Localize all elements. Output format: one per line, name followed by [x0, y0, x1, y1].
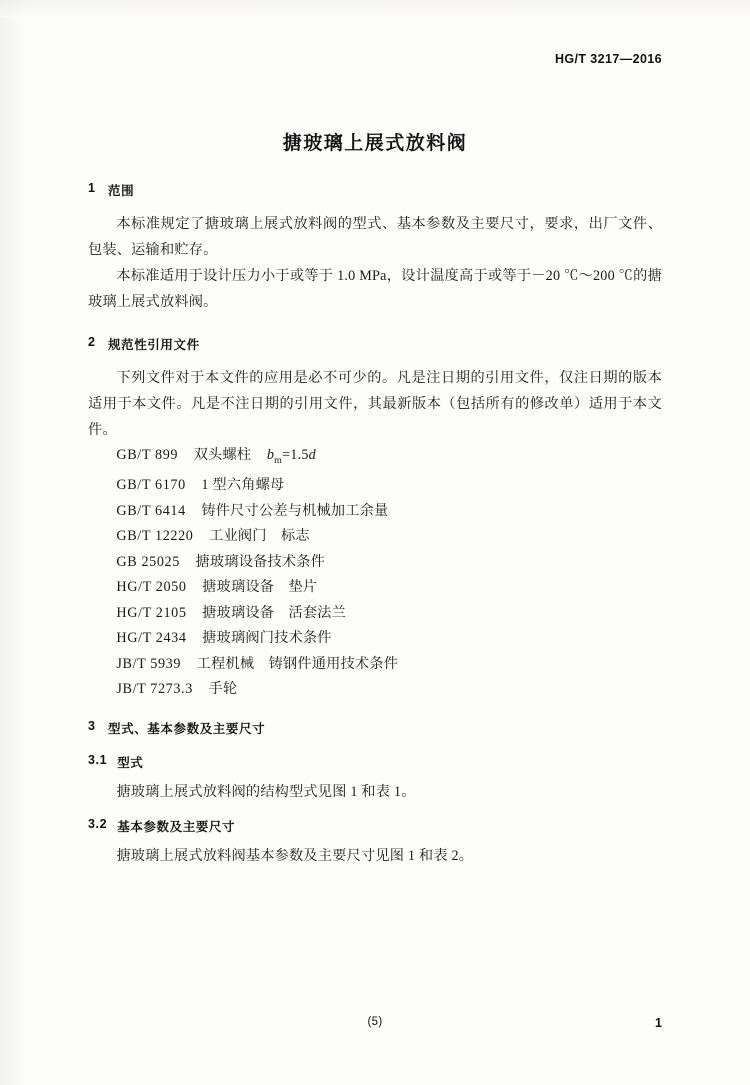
reference-item	[88, 677, 662, 703]
reference-name: 搪玻璃设备 垫片	[202, 579, 318, 596]
clause-heading-3	[88, 719, 662, 737]
clause-label-3-2: 基本参数及主要尺寸	[117, 819, 236, 834]
clause-heading-1	[88, 181, 662, 199]
standard-code: HG/T 3217—2016	[554, 52, 662, 66]
clause-number-1: 1	[88, 181, 96, 195]
footer-section-label: (5)	[367, 1016, 383, 1028]
clause-2-paragraph-1: 下列文件对于本文件的应用是必不可少的。凡是注日期的引用文件，仅注日期的版本适用于本文件。凡是不注日期的引用文件，其最新版本（包括所有的修改单）适用于本文件。	[88, 370, 662, 438]
reference-formula-sub: m	[274, 454, 283, 466]
reference-name: 工业阀门 标志	[209, 528, 310, 545]
reference-name: 铸件尺寸公差与机械加工余量	[201, 502, 389, 519]
reference-formula-rest: =1.5	[282, 447, 309, 463]
clause-number-2: 2	[88, 335, 96, 349]
clause-label-1: 范围	[108, 184, 135, 198]
page-content	[88, 52, 662, 869]
reference-code: GB/T 6170	[116, 477, 186, 494]
clause-3-1-paragraph: 搪玻璃上展式放料阀的结构型式见图 1 和表 1。	[116, 783, 416, 800]
reference-item	[88, 652, 662, 678]
reference-code: GB 25025	[116, 553, 180, 570]
reference-code: HG/T 2434	[116, 630, 187, 647]
reference-item	[88, 575, 662, 601]
reference-code: GB/T 6414	[116, 502, 186, 519]
clause-label-2: 规范性引用文件	[108, 338, 200, 352]
clause-3-2-paragraph: 搪玻璃上展式放料阀基本参数及主要尺寸见图 1 和表 2。	[116, 847, 474, 864]
clause-heading-2	[88, 335, 662, 353]
clause-1-paragraph-1: 本标准规定了搪玻璃上展式放料阀的型式、基本参数及主要尺寸，要求，出厂文件、包装、运输和贮存。	[88, 216, 662, 258]
reference-code: GB/T 899	[116, 447, 179, 463]
page-title: 搪玻璃上展式放料阀	[282, 133, 468, 154]
footer-page-number: 1	[655, 1016, 662, 1030]
reference-item	[88, 499, 662, 525]
clause-number-3-1: 3.1	[88, 752, 108, 767]
reference-name: 1 型六角螺母	[201, 477, 285, 494]
clause-label-3: 型式、基本参数及主要尺寸	[108, 721, 266, 736]
clause-number-3: 3	[88, 718, 96, 733]
reference-name: 工程机械 铸钢件通用技术条件	[196, 655, 399, 672]
clause-heading-3-1	[88, 753, 662, 771]
reference-formula-d: d	[308, 447, 316, 463]
reference-name: 搪玻璃设备 活套法兰	[202, 604, 347, 621]
reference-item	[88, 550, 662, 576]
reference-name: 搪玻璃阀门技术条件	[202, 630, 332, 647]
clause-label-3-1: 型式	[117, 755, 144, 770]
scan-edge-shading-left	[0, 0, 26, 1085]
reference-item	[88, 601, 662, 627]
reference-code: HG/T 2105	[116, 604, 187, 621]
reference-item	[88, 443, 662, 473]
scan-edge-shading-top	[0, 0, 750, 18]
reference-name: 搪玻璃设备技术条件	[195, 553, 326, 570]
reference-name: 手轮	[208, 681, 238, 698]
reference-item	[88, 473, 662, 499]
clause-heading-3-2	[88, 817, 662, 835]
reference-code: JB/T 7273.3	[116, 681, 193, 698]
running-header	[88, 52, 662, 72]
reference-formula-var: b	[266, 447, 275, 463]
reference-code: HG/T 2050	[116, 579, 187, 596]
reference-item	[88, 524, 662, 550]
clause-number-3-2: 3.2	[88, 816, 108, 831]
clause-1-paragraph-2: 本标准适用于设计压力小于或等于 1.0 MPa，设计温度高于或等于－20 ℃～200 ℃的搪玻璃上展式放料阀。	[88, 268, 662, 310]
reference-code: JB/T 5939	[116, 655, 182, 672]
reference-item	[88, 626, 662, 652]
reference-name: 双头螺柱	[193, 447, 252, 463]
reference-code: GB/T 12220	[116, 528, 194, 545]
normative-references-list	[88, 443, 662, 703]
page-footer	[88, 1016, 662, 1036]
